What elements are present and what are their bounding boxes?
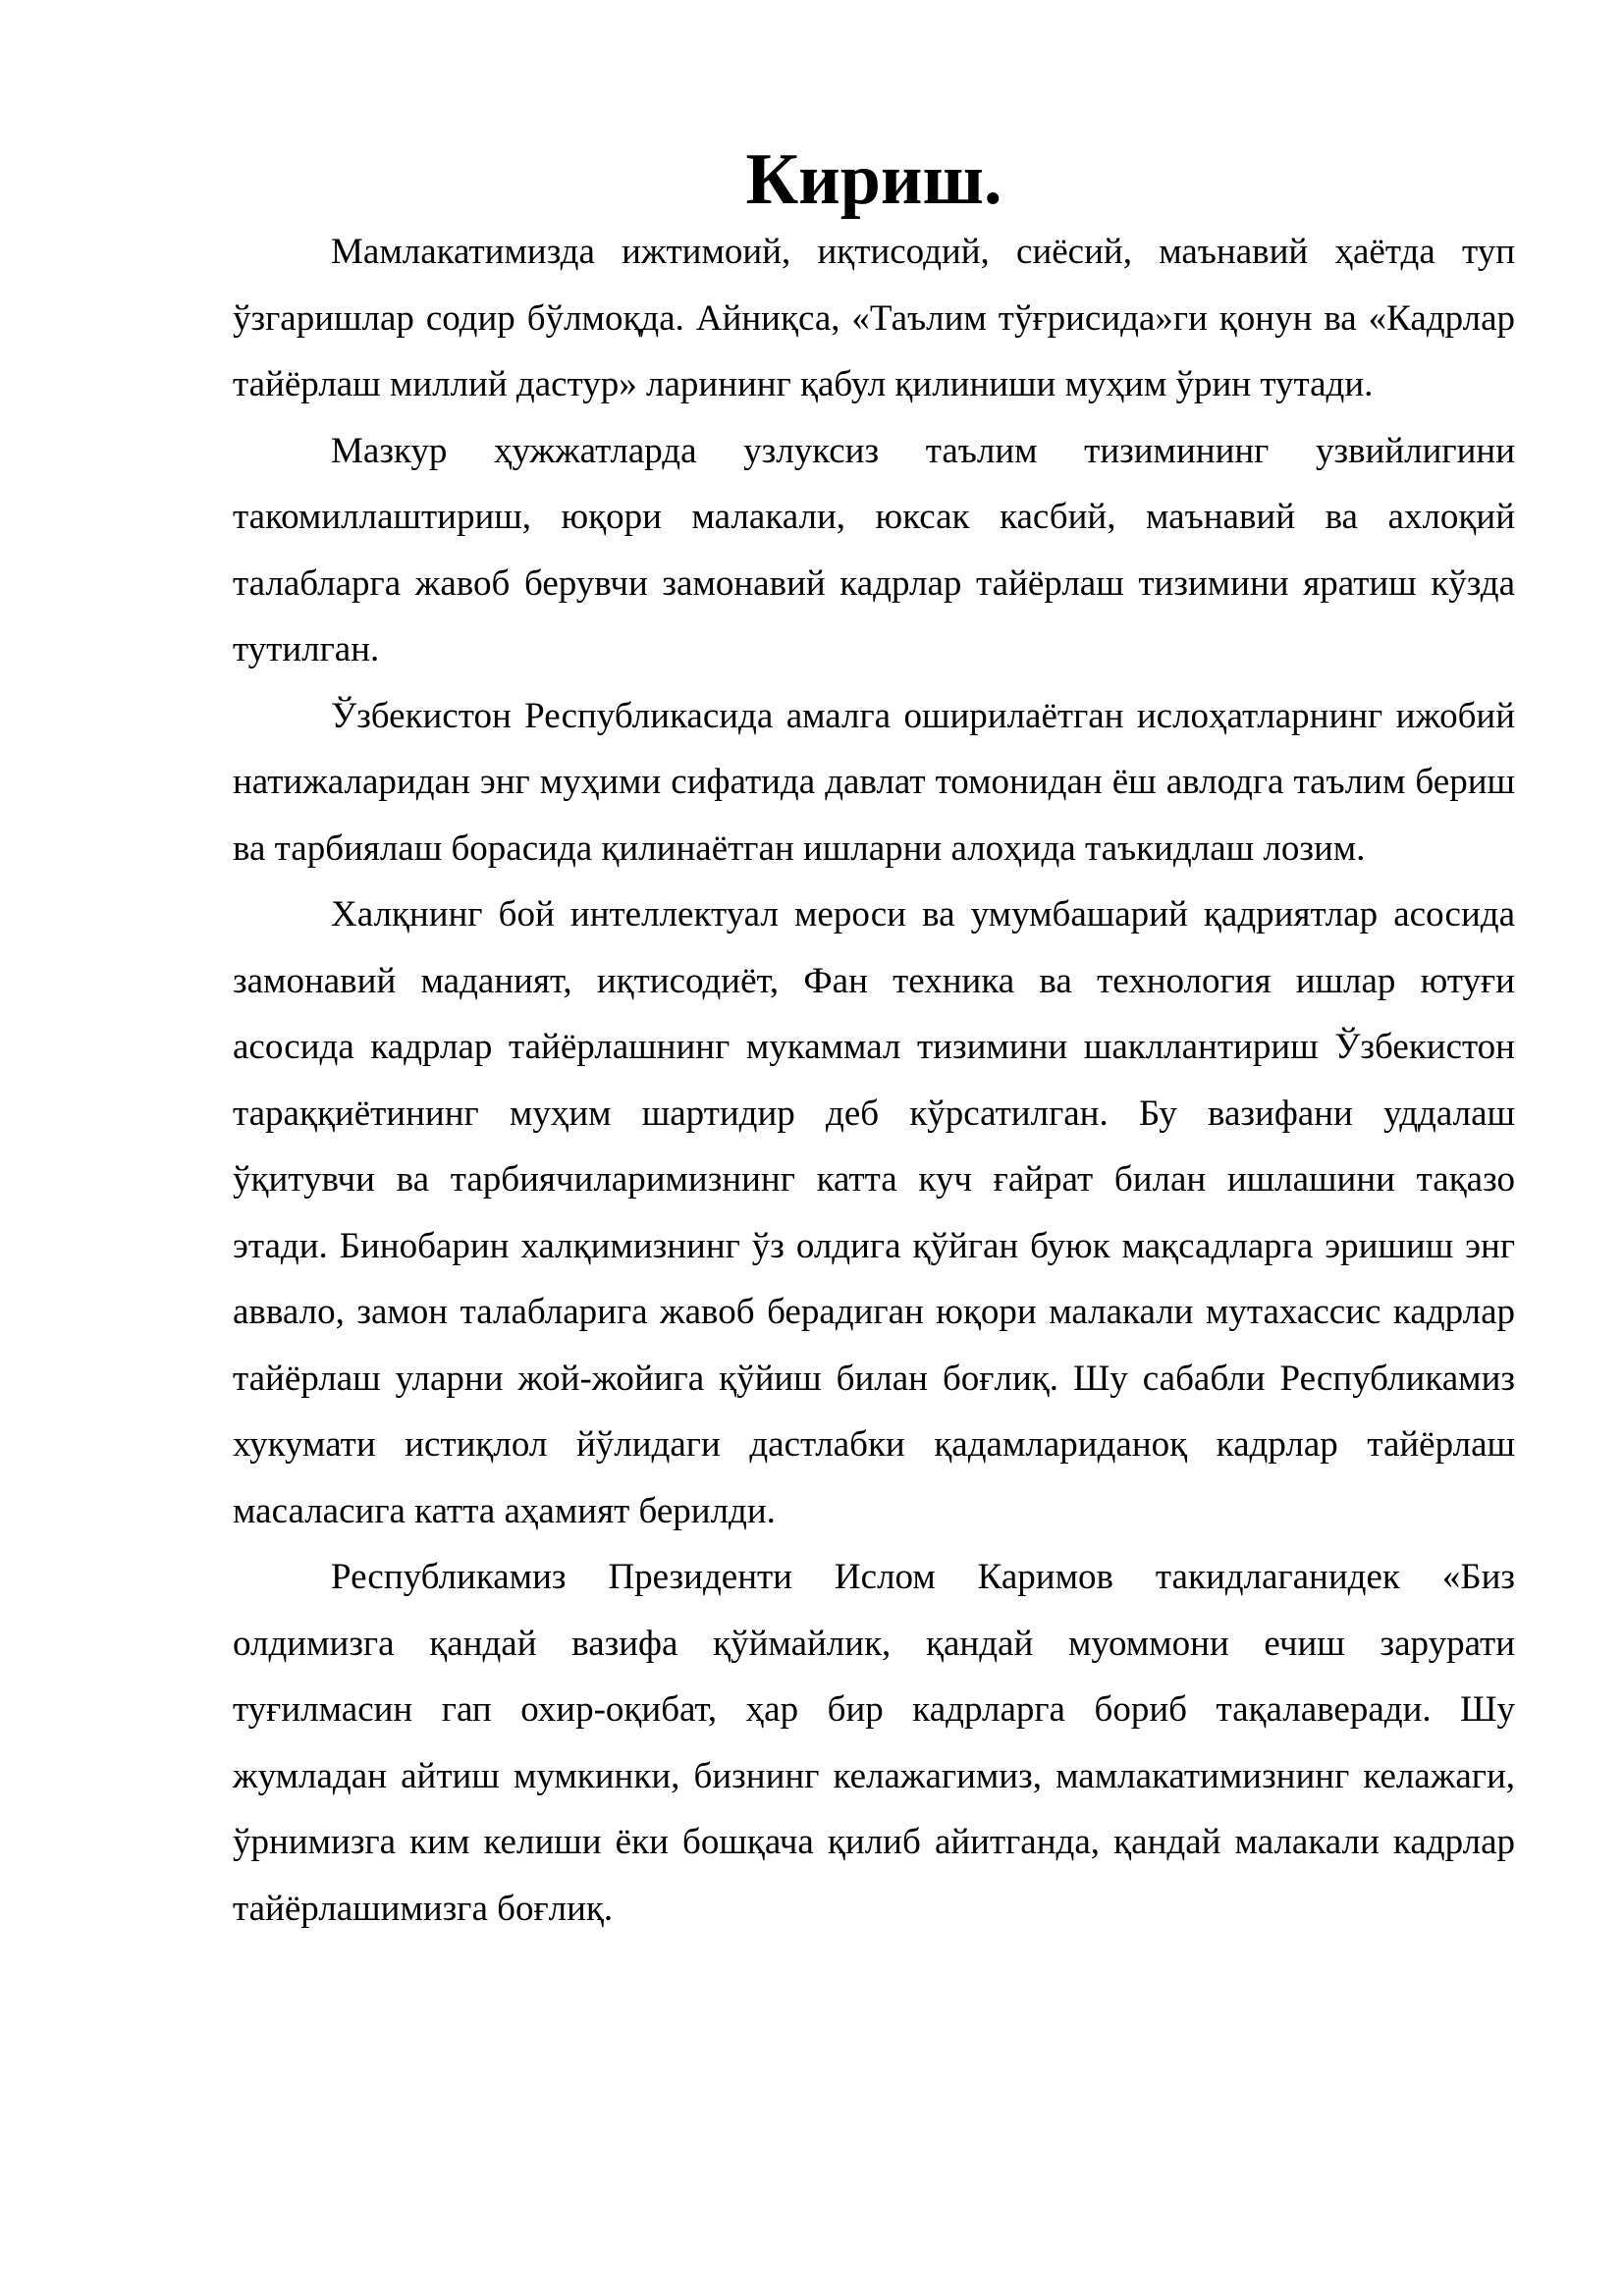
document-title: Кириш. (745, 139, 1002, 220)
paragraph-3: Ўзбекистон Республикасида амалга оширилаётган ислоҳатларнинг ижобий натижаларидан энг муҳими сифатида давлат томонидан ёш авлодга таълим бериш ва тарбиялаш борасида қилинаётган ишларни алоҳида таъкидлаш лозим. (233, 695, 1515, 869)
paragraph-5: Республикамиз Президенти Ислом Каримов такидлаганидек «Биз олдимизга қандай вазифа қўймайлик, қандай муоммони ечиш зарурати туғилмасин гап охир-оқибат, ҳар бир кадрларга бориб тақалаверади. Шу жумладан айтиш мумкинки, бизнинг келажагимиз, мамлакатимизнинг келажаги, ўрнимизга ким келиши ёки бошқача қилиб айитганда, қандай малакали кадрлар тайёрлашимизга боғлиқ. (233, 1557, 1515, 1929)
document-body (233, 139, 1515, 1942)
paragraph-4: Халқнинг бой интеллектуал мероси ва умумбашарий қадриятлар асосида замонавий маданият, иқтисодиёт, Фан техника ва технология ишлар ютуғи асосида кадрлар тайёрлашнинг мукаммал тизимини шакллантириш Ўзбекистон тараққиётининг муҳим шартидир деб кўрсатилган. Бу вазифани уддалаш ўқитувчи ва тарбиячиларимизнинг катта куч ғайрат билан ишлашини тақазо этади. Бинобарин халқимизнинг ўз олдига қўйган буюк мақсадларга эришиш энг аввало, замон талабларига жавоб берадиган юқори малакали мутахассис кадрлар тайёрлаш уларни жой-жойига қўйиш билан боғлиқ. Шу сабабли Республикамиз хукумати истиқлол йўлидаги дастлабки қадамлариданоқ кадрлар тайёрлаш масаласига катта аҳамият берилди. (233, 894, 1515, 1531)
paragraph-1: Мамлакатимизда ижтимоий, иқтисодий, сиёсий, маънавий ҳаётда туп ўзгаришлар содир бўлмоқда. Айниқса, «Таълим тўғрисида»ги қонун ва «Кадрлар тайёрлаш миллий дастур» ларининг қабул қилиниши муҳим ўрин тутади. (233, 232, 1515, 404)
paragraph-2: Мазкур ҳужжатларда узлуксиз таълим тизимининг узвийлигини такомиллаштириш, юқори малакали, юксак касбий, маънавий ва ахлоқий талабларга жавоб берувчи замонавий кадрлар тайёрлаш тизимини яратиш кўзда тутилган. (233, 430, 1515, 669)
